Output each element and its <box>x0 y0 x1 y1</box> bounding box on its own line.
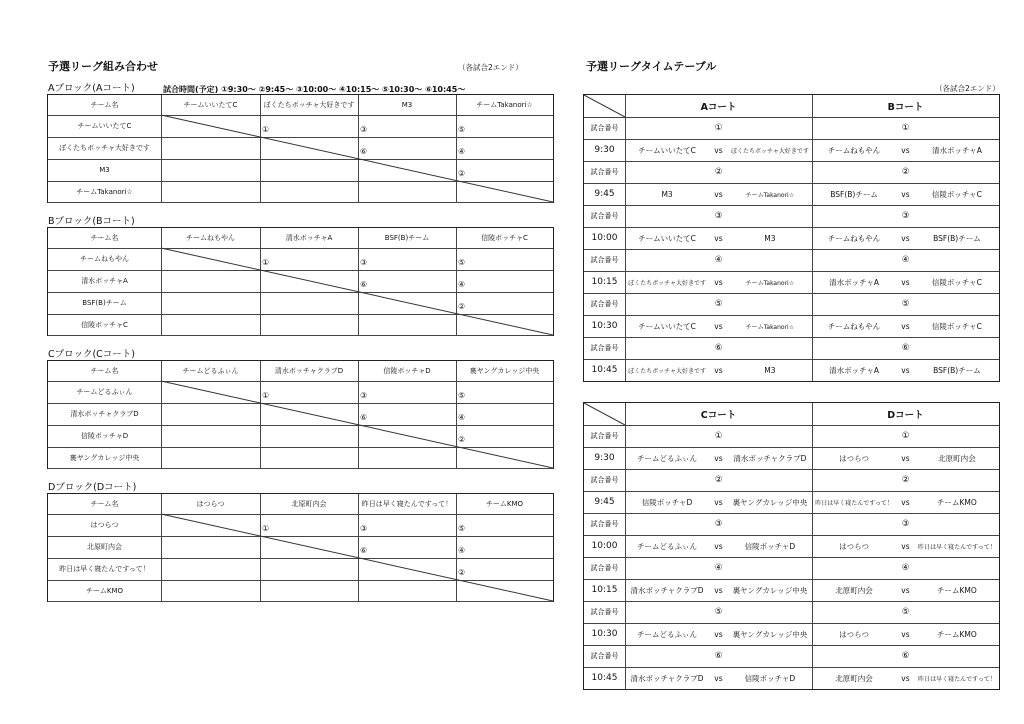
vs-label: vs <box>714 541 723 551</box>
row-team: ぼくたちボッチャ大好きです <box>59 144 150 152</box>
corner-diagonal-segment <box>584 95 625 117</box>
match-number: ③ <box>714 211 723 221</box>
round-robin-table <box>47 227 554 336</box>
diagonal-line-segment <box>161 381 553 468</box>
team-a: 清水ボッチャクラブD <box>630 673 704 683</box>
team-b: 清水ボッチャA <box>931 145 982 155</box>
team-b: チームTakanori☆ <box>745 279 795 287</box>
team-b: チームKMO <box>937 585 977 595</box>
vs-label: vs <box>714 453 723 463</box>
row-team: 昨日は早く寝たんですって！ <box>59 565 150 573</box>
vs-label: vs <box>714 145 723 155</box>
team-a: はつらつ <box>839 541 870 551</box>
match-number: ② <box>714 475 723 485</box>
match-number: ⑥ <box>360 546 368 555</box>
row-team: 信陵ボッチャC <box>81 320 128 329</box>
column-team: M3 <box>401 101 413 109</box>
vs-label: vs <box>714 585 723 595</box>
team-a: チームどるふぃん <box>637 541 698 551</box>
team-b: M3 <box>764 233 776 243</box>
team-a: 北原町内会 <box>835 673 873 683</box>
match-number: ⑤ <box>458 524 466 533</box>
team-a: チームねもやん <box>827 233 881 243</box>
match-number: ⑤ <box>458 391 466 400</box>
diagonal-line <box>48 95 553 202</box>
match-number: ③ <box>901 211 910 221</box>
team-a: M3 <box>661 189 673 199</box>
match-number: ④ <box>458 280 466 289</box>
column-team: ぼくたちボッチャ大好きです <box>263 101 355 109</box>
team-a: チームどるふぃん <box>637 629 698 639</box>
vs-label: vs <box>714 365 723 375</box>
block-label: Dブロック(Dコート) <box>48 482 137 493</box>
match-number-label: 試合番号 <box>590 608 619 616</box>
diagonal-line-segment <box>161 514 553 601</box>
right-title: 予選リーグタイムテーブル <box>586 60 717 73</box>
match-number-label: 試合番号 <box>590 476 619 484</box>
match-number: ① <box>262 258 270 267</box>
match-number: ⑥ <box>360 147 368 156</box>
match-number: ③ <box>360 125 368 134</box>
team-a: 清水ボッチャA <box>829 365 880 375</box>
column-team: 信陵ボッチャC <box>481 234 528 242</box>
timetable <box>583 402 1000 690</box>
vs-label: vs <box>901 497 910 507</box>
match-number-label: 試合番号 <box>590 564 619 572</box>
team-header: チーム名 <box>90 234 119 242</box>
row-team: チームKMO <box>85 586 124 595</box>
match-number-label: 試合番号 <box>590 652 619 660</box>
team-a: チームいいたてC <box>638 145 696 155</box>
match-number: ③ <box>901 519 910 529</box>
column-team: チームKMO <box>485 500 524 508</box>
time-cell: 10:45 <box>591 365 618 375</box>
round-robin-table <box>47 94 554 203</box>
team-b: BSF(B)チーム <box>933 365 981 375</box>
column-team: 信陵ボッチャD <box>383 367 431 375</box>
match-number: ⑤ <box>714 607 723 617</box>
court-header: Dコート <box>887 410 924 421</box>
team-b: チームKMO <box>937 629 977 639</box>
team-b: 信陵ボッチャC <box>931 277 982 287</box>
match-number: ⑥ <box>901 651 910 661</box>
vs-label: vs <box>714 629 723 639</box>
match-number: ④ <box>458 147 466 156</box>
match-number: ② <box>458 169 466 178</box>
time-cell: 9:45 <box>594 189 615 199</box>
vs-label: vs <box>901 233 910 243</box>
time-cell: 10:00 <box>591 541 618 551</box>
match-number: ⑥ <box>714 651 723 661</box>
match-number: ④ <box>901 255 910 265</box>
match-number: ⑥ <box>360 413 368 422</box>
team-header: チーム名 <box>90 367 119 375</box>
vs-label: vs <box>901 365 910 375</box>
team-a: チームいいたてC <box>638 233 696 243</box>
row-team: チームどるふぃん <box>76 388 133 396</box>
match-number: ⑥ <box>714 343 723 353</box>
match-number: ⑥ <box>901 343 910 353</box>
team-b: チームKMO <box>937 497 977 507</box>
match-number: ④ <box>714 563 723 573</box>
team-b: 信陵ボッチャC <box>931 321 982 331</box>
vs-label: vs <box>714 189 723 199</box>
team-b: 昨日は早く寝たんですって！ <box>918 675 996 683</box>
match-number-label: 試合番号 <box>590 300 619 308</box>
match-number: ③ <box>360 391 368 400</box>
time-cell: 10:15 <box>591 585 618 595</box>
match-number: ① <box>714 123 723 133</box>
vs-label: vs <box>901 189 910 199</box>
team-b: M3 <box>764 365 776 375</box>
row-team: 清水ボッチャA <box>81 277 128 285</box>
team-a: 昨日は早く寝たんですって！ <box>815 499 893 507</box>
vs-label: vs <box>714 233 723 243</box>
time-cell: 9:45 <box>594 497 615 507</box>
match-number: ① <box>901 123 910 133</box>
team-a: ぼくたちボッチャ大好きです <box>628 367 706 375</box>
column-team: 清水ボッチャクラブD <box>274 367 344 375</box>
row-team: チームねもやん <box>80 255 129 263</box>
match-number: ⑤ <box>901 607 910 617</box>
team-b: 信陵ボッチャD <box>744 541 796 551</box>
match-number: ① <box>901 431 910 441</box>
match-number-label: 試合番号 <box>590 432 619 440</box>
match-number: ② <box>458 435 466 444</box>
team-b: BSF(B)チーム <box>933 233 981 243</box>
corner-diagonal <box>584 95 625 117</box>
diagonal-line <box>48 361 553 468</box>
vs-label: vs <box>901 453 910 463</box>
team-a: ぼくたちボッチャ大好きです <box>628 279 706 287</box>
court-header: Bコート <box>887 102 924 113</box>
team-a: 清水ボッチャA <box>829 277 880 287</box>
row-team: BSF(B)チーム <box>82 299 127 307</box>
block-label: Aブロック(Aコート) <box>48 83 135 94</box>
row-team: チームTakanori☆ <box>76 187 133 196</box>
row-team: 清水ボッチャクラブD <box>70 410 139 418</box>
match-number: ④ <box>714 255 723 265</box>
team-b: チームTakanori☆ <box>745 323 795 331</box>
schedule-times: 試合時間(予定) ①9:30～ ②9:45～ ③10:00～ ④10:15～ ⑤10:30～ ⑥10:45～ <box>163 85 466 94</box>
team-a: BSF(B)チーム <box>830 189 878 199</box>
court-header: Cコート <box>700 410 737 421</box>
team-b: 北原町内会 <box>938 453 976 463</box>
vs-label: vs <box>901 629 910 639</box>
column-team: はつらつ <box>196 500 225 508</box>
left-title: 予選リーグ組み合わせ <box>48 60 158 73</box>
row-team: M3 <box>99 166 110 174</box>
vs-label: vs <box>901 541 910 551</box>
match-number: ③ <box>360 524 368 533</box>
match-number: ① <box>262 524 270 533</box>
vs-label: vs <box>901 673 910 683</box>
team-b: 裏ヤングカレッジ中央 <box>732 497 808 507</box>
team-header: チーム名 <box>90 101 119 109</box>
match-number: ① <box>262 125 270 134</box>
column-team: 裏ヤングカレッジ中央 <box>469 367 540 375</box>
vs-label: vs <box>901 321 910 331</box>
team-a: はつらつ <box>839 453 870 463</box>
match-number: ② <box>901 475 910 485</box>
column-team: 北原町内会 <box>291 500 327 508</box>
round-robin-table <box>47 493 554 602</box>
column-team: チームねもやん <box>186 234 235 242</box>
team-a: チームどるふぃん <box>637 453 698 463</box>
team-a: 清水ボッチャクラブD <box>630 585 704 595</box>
row-team: 裏ヤングカレッジ中央 <box>69 453 140 462</box>
team-b: 清水ボッチャクラブD <box>733 453 807 463</box>
match-number: ② <box>901 167 910 177</box>
column-team: チームどるふぃん <box>182 367 239 375</box>
match-number-label: 試合番号 <box>590 520 619 528</box>
time-cell: 9:30 <box>594 453 615 463</box>
team-b: 信陵ボッチャC <box>931 189 982 199</box>
round-robin-table <box>47 360 554 469</box>
time-cell: 10:30 <box>591 321 618 331</box>
match-number: ④ <box>458 413 466 422</box>
corner-diagonal <box>584 403 625 425</box>
left-note: （各試合2エンド） <box>458 63 523 72</box>
vs-label: vs <box>714 321 723 331</box>
match-number: ④ <box>901 563 910 573</box>
block-label: Cブロック(Cコート) <box>48 349 135 360</box>
match-number-label: 試合番号 <box>590 212 619 220</box>
match-number-label: 試合番号 <box>590 168 619 176</box>
team-a: チームねもやん <box>827 145 881 155</box>
match-number: ⑤ <box>458 258 466 267</box>
diagonal-line <box>48 494 553 601</box>
match-number: ② <box>458 568 466 577</box>
diagonal-line <box>48 228 553 335</box>
column-team: 清水ボッチャA <box>285 234 333 242</box>
vs-label: vs <box>901 145 910 155</box>
vs-label: vs <box>901 277 910 287</box>
court-header: Aコート <box>700 102 737 113</box>
block-label: Bブロック(Bコート) <box>48 216 135 227</box>
timetable <box>583 94 1000 382</box>
team-a: チームねもやん <box>827 321 881 331</box>
row-team: 北原町内会 <box>87 543 122 551</box>
match-number: ① <box>262 391 270 400</box>
match-number: ⑤ <box>714 299 723 309</box>
match-number: ② <box>714 167 723 177</box>
team-b: 裏ヤングカレッジ中央 <box>732 629 808 639</box>
team-a: 信陵ボッチャD <box>641 497 693 507</box>
vs-label: vs <box>714 497 723 507</box>
match-number: ③ <box>714 519 723 529</box>
team-a: 北原町内会 <box>835 585 873 595</box>
team-b: 信陵ボッチャD <box>744 673 796 683</box>
time-cell: 10:30 <box>591 629 618 639</box>
match-number: ⑤ <box>458 125 466 134</box>
diagonal-line-segment <box>161 115 553 202</box>
match-number: ⑤ <box>901 299 910 309</box>
team-b: 裏ヤングカレッジ中央 <box>732 585 808 595</box>
match-number: ② <box>458 302 466 311</box>
team-a: チームいいたてC <box>638 321 696 331</box>
column-team: 昨日は早く寝たんですって！ <box>361 500 453 508</box>
vs-label: vs <box>714 673 723 683</box>
column-team: BSF(B)チーム <box>384 234 430 242</box>
match-number-label: 試合番号 <box>590 124 619 132</box>
row-team: 信陵ボッチャD <box>80 432 129 440</box>
vs-label: vs <box>901 585 910 595</box>
diagonal-line-segment <box>161 248 553 335</box>
team-header: チーム名 <box>90 500 119 508</box>
column-team: チームTakanori☆ <box>476 101 533 109</box>
team-b: チームTakanori☆ <box>745 191 795 199</box>
vs-label: vs <box>714 277 723 287</box>
time-cell: 9:30 <box>594 145 615 155</box>
match-number-label: 試合番号 <box>590 256 619 264</box>
time-cell: 10:15 <box>591 277 618 287</box>
team-a: はつらつ <box>839 629 870 639</box>
match-number: ① <box>714 431 723 441</box>
match-number-label: 試合番号 <box>590 344 619 352</box>
corner-diagonal-segment <box>584 403 625 425</box>
match-number: ③ <box>360 258 368 267</box>
team-b: ぼくたちボッチャ大好きです <box>731 147 809 155</box>
match-number: ④ <box>458 546 466 555</box>
match-number: ⑥ <box>360 280 368 289</box>
row-team: チームいいたてC <box>77 122 132 130</box>
right-note: （各試合2エンド） <box>935 84 1000 93</box>
row-team: はつらつ <box>90 521 119 529</box>
column-team: チームいいたてC <box>183 101 238 109</box>
team-b: 昨日は早く寝たんですって！ <box>918 543 996 551</box>
time-cell: 10:45 <box>591 673 618 683</box>
time-cell: 10:00 <box>591 233 618 243</box>
